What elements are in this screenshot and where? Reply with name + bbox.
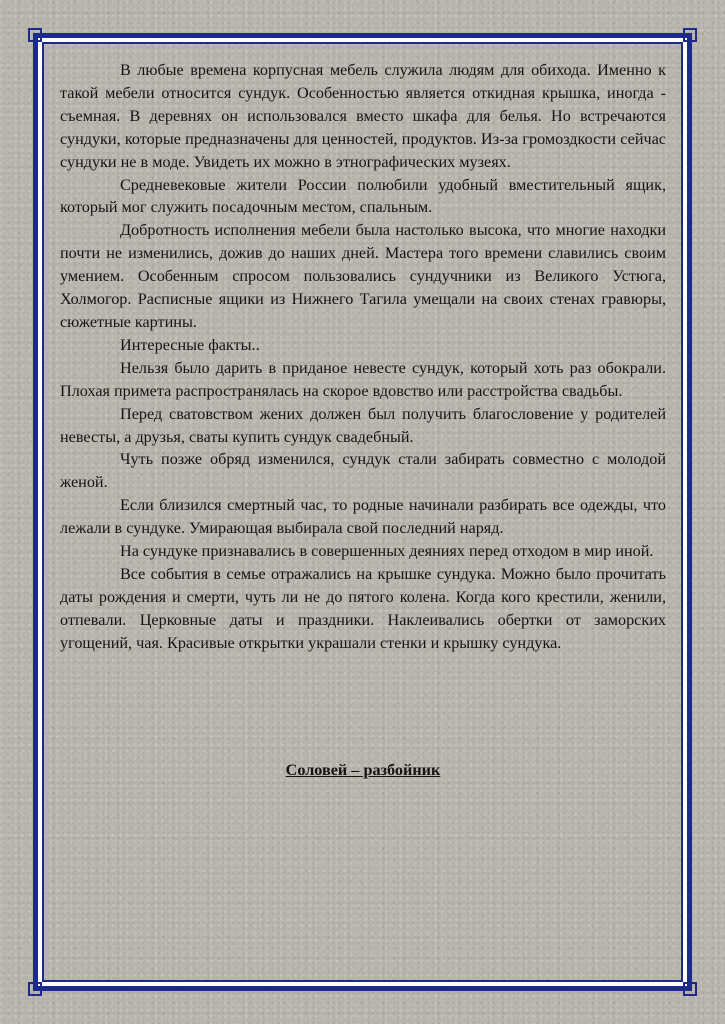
paragraph: На сундуке признавались в совершенных деяниях перед отходом в мир иной. <box>120 542 654 561</box>
corner-ornament-top-left <box>28 28 42 42</box>
paragraph: Перед сватовством жених должен был получить благословение у родителей невесты, а друзья, сваты купить сундук свадебный. <box>60 404 666 446</box>
section-title: Соловей – разбойник <box>285 761 441 779</box>
corner-ornament-top-right <box>683 28 697 42</box>
corner-ornament-bottom-left <box>28 982 42 996</box>
paragraph: Все события в семье отражались на крышке сундука. Можно было прочитать даты рождения и смерти, чуть ли не до пятого колена. Когда кого крестили, женили, отпевали. Церковные даты и праздники. Наклеивались обертки от заморских угощений, чая. Красивые открытки украшали стенки и крышку сундука. <box>60 564 666 652</box>
document-body <box>60 59 666 655</box>
paragraph: В любые времена корпусная мебель служила людям для обихода. Именно к такой мебели относится сундук. Особенностью является откидная крышка, иногда - съемная. В деревнях он использовался вместо шкафа для белья. Но встречаются сундуки, которые предназначены для ценностей, продуктов. Из-за громоздкости сейчас сундуки не в моде. Увидеть их можно в этнографических музеях. <box>60 61 666 171</box>
paragraph: Нельзя было дарить в приданое невесте сундук, который хоть раз обокрали. Плохая примета распространялась на скорое вдовство или расстройства свадьбы. <box>60 358 666 400</box>
paragraph: Интересные факты.. <box>120 335 260 354</box>
paragraph: Добротность исполнения мебели была настолько высока, что многие находки почти не изменились, дожив до наших дней. Мастера того времени славились своим умением. Особенным спросом пользовались сундучники из Великого Устюга, Холмогор. Расписные ящики из Нижнего Тагила умещали на своих стенах гравюры, сюжетные картины. <box>60 221 666 331</box>
paragraph: Если близился смертный час, то родные начинали разбирать все одежды, что лежали в сундуке. Умирающая выбирала свой последний наряд. <box>60 496 666 538</box>
paragraph: Чуть позже обряд изменился, сундук стали забирать совместно с молодой женой. <box>60 450 666 492</box>
paragraph: Средневековые жители России полюбили удобный вместительный ящик, который мог служить посадочным местом, спальным. <box>60 175 666 217</box>
corner-ornament-bottom-right <box>683 982 697 996</box>
